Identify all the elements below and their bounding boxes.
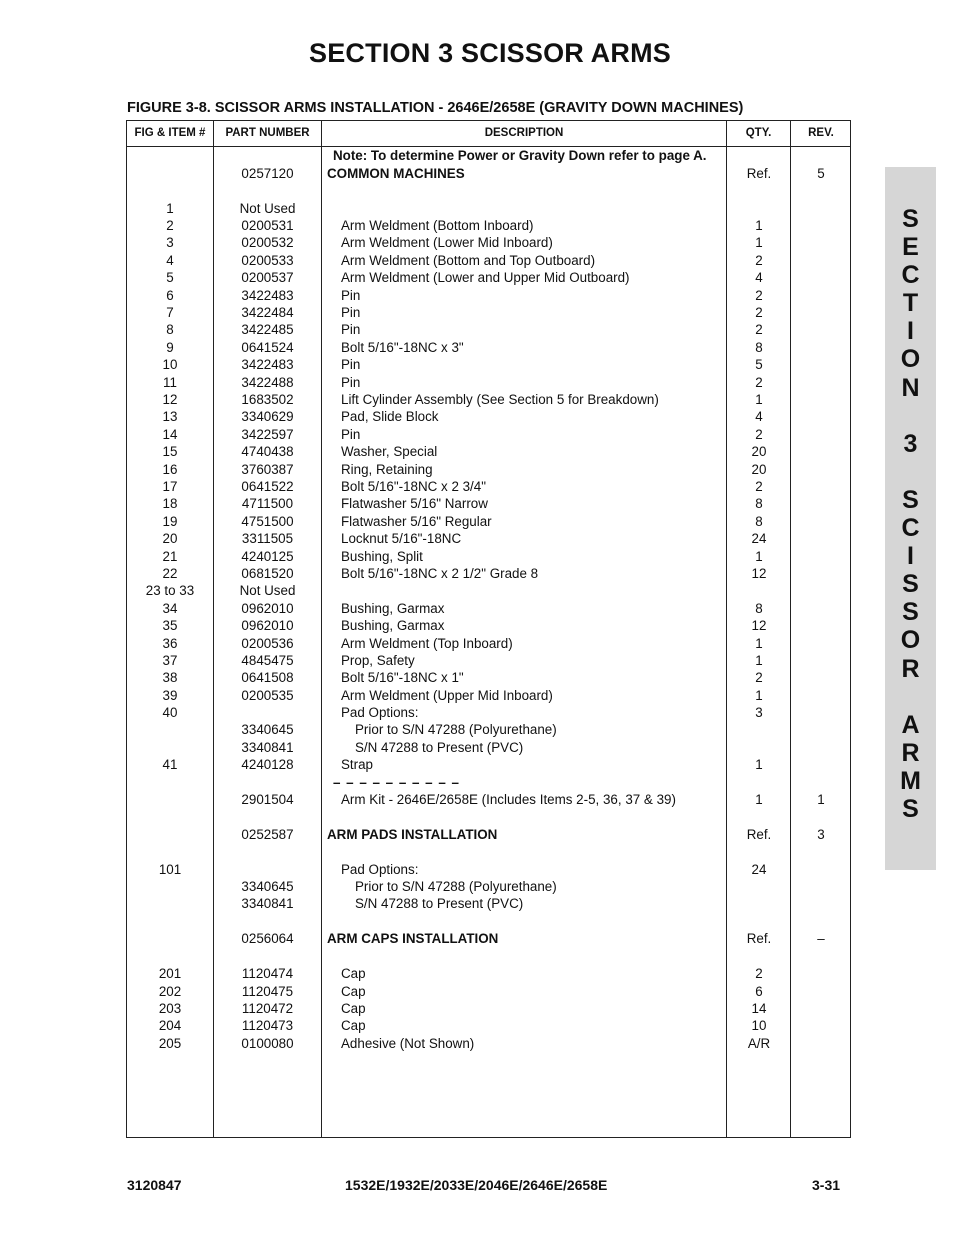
part-number-cell: 3340841 [241,740,294,755]
quantity-cell: 4 [755,409,763,424]
side-tab-letter: S [902,794,919,823]
side-tab-letter: O [900,345,921,374]
revision-cell: 5 [817,166,825,181]
item-number-cell: 13 [162,409,178,424]
table-row [127,721,850,738]
description-cell: Adhesive (Not Shown) [341,1036,475,1051]
quantity-cell: 1 [755,636,763,651]
table-row [127,878,850,895]
quantity-cell: 12 [751,566,767,581]
description-cell: Pad, Slide Block [341,409,439,424]
table-row [127,1000,850,1017]
description-cell: ARM CAPS INSTALLATION [327,931,499,946]
side-tab-letter: O [900,626,921,655]
table-row [127,252,850,269]
table-row [127,374,850,391]
quantity-cell: 5 [755,357,763,372]
part-number-cell: 0962010 [241,618,294,633]
table-row [127,582,850,599]
description-cell: Prior to S/N 47288 (Polyurethane) [355,722,557,737]
table-row [127,217,850,234]
table-row [127,617,850,634]
description-cell: ARM PADS INSTALLATION [327,827,498,842]
side-tab-letter: C [901,261,920,290]
item-number-cell: 36 [162,636,178,651]
part-number-cell: 0252587 [241,827,294,842]
description-cell: Bushing, Split [341,549,423,564]
item-number-cell: 202 [158,984,182,999]
quantity-cell: 1 [755,392,763,407]
quantity-cell: 1 [755,792,763,807]
item-number-cell: 38 [162,670,178,685]
description-cell: Flatwasher 5/16" Narrow [341,496,488,511]
part-number-cell: 1120473 [241,1018,294,1033]
part-number-cell: 4845475 [241,653,294,668]
item-number-cell: 201 [158,966,182,981]
part-number-cell: 3340645 [241,722,294,737]
side-tab-letter [885,458,936,486]
item-number-cell: 21 [162,549,178,564]
table-row [127,356,850,373]
table-row [127,147,850,164]
item-number-cell: 37 [162,653,178,668]
part-number-cell: 3422597 [241,427,294,442]
description-cell: Cap [341,984,366,999]
item-number-cell: 5 [166,270,174,285]
table-row [127,287,850,304]
item-number-cell: 35 [162,618,178,633]
part-number-cell: 0200532 [241,235,294,250]
table-row [127,652,850,669]
quantity-cell: 12 [751,618,767,633]
description-cell: Arm Weldment (Top Inboard) [341,636,513,651]
description-cell: Cap [341,1001,366,1016]
side-tab-letter [885,402,936,430]
table-row [127,826,850,843]
item-number-cell: 205 [158,1036,182,1051]
item-number-cell: 11 [163,375,177,390]
quantity-cell: 6 [755,984,763,999]
description-cell: Pin [341,357,361,372]
item-number-cell: 40 [162,705,178,720]
part-number-cell: 4740438 [241,444,294,459]
table-row [127,1035,850,1052]
quantity-cell: 24 [751,531,767,546]
part-number-cell: 4240128 [241,757,294,772]
table-row [127,565,850,582]
description-cell: Cap [341,966,366,981]
table-row [127,704,850,721]
table-row [127,635,850,652]
footer-models: 1532E/1932E/2033E/2046E/2646E/2658E [345,1177,608,1193]
part-number-cell: 0200536 [241,636,294,651]
figure-title: FIGURE 3-8. SCISSOR ARMS INSTALLATION - 2646E/2658E (GRAVITY DOWN MACHINES) [127,100,744,116]
item-number-cell: 10 [162,357,178,372]
quantity-cell: 1 [755,235,763,250]
description-cell: Arm Kit - 2646E/2658E (Includes Items 2-5, 36, 37 & 39) [341,792,676,807]
part-number-cell: 3422483 [241,357,294,372]
part-number-cell: 3422484 [241,305,294,320]
item-number-cell: 20 [162,531,178,546]
side-tab-letter: I [907,542,914,571]
side-tab-letter: R [901,654,920,683]
part-number-cell: 3422485 [241,322,294,337]
table-row [127,983,850,1000]
item-number-cell: 3 [166,235,174,250]
header-rev: REV. [808,127,834,139]
quantity-cell: 1 [755,757,763,772]
description-cell: – – – – – – – – – – [333,775,460,790]
side-tab-letter: M [900,766,921,795]
part-number-cell: 3422483 [241,288,294,303]
side-tab-letter [885,683,936,711]
table-row [127,965,850,982]
description-cell: Pin [341,375,361,390]
side-tab-letter: I [907,317,914,346]
quantity-cell: 2 [755,427,763,442]
side-tab-letter: N [901,373,920,402]
side-tab-letter: E [902,233,919,262]
quantity-cell: 2 [755,966,763,981]
side-tab-letter: S [902,205,919,233]
description-cell: Bolt 5/16"-18NC x 1" [341,670,464,685]
table-row [127,461,850,478]
table-row [127,791,850,808]
description-cell: Flatwasher 5/16" Regular [341,514,492,529]
item-number-cell: 4 [166,253,174,268]
part-number-cell: 1120475 [241,984,294,999]
item-number-cell: 204 [158,1018,182,1033]
item-number-cell: 23 to 33 [145,583,195,598]
table-row [127,269,850,286]
quantity-cell: 20 [751,462,767,477]
part-number-cell: 0200535 [241,688,294,703]
table-row [127,443,850,460]
part-number-cell: 0641524 [241,340,294,355]
table-row [127,861,850,878]
table-row [127,321,850,338]
part-number-cell: 1120474 [241,966,294,981]
side-tab-letter: S [902,485,919,514]
table-row [127,165,850,182]
quantity-cell: 8 [755,340,763,355]
quantity-cell: Ref. [746,827,772,842]
section-title: SECTION 3 SCISSOR ARMS [309,38,671,68]
description-cell: Arm Weldment (Lower Mid Inboard) [341,235,553,250]
description-cell: Arm Weldment (Bottom and Top Outboard) [341,253,596,268]
part-number-cell: 3340841 [241,896,294,911]
header-part-number: PART NUMBER [225,127,310,139]
part-number-cell: 0962010 [241,601,294,616]
part-number-cell: 0641508 [241,670,294,685]
revision-cell: 1 [817,792,825,807]
description-cell: Washer, Special [341,444,438,459]
part-number-cell: 3311505 [241,531,294,546]
quantity-cell: Ref. [746,166,772,181]
quantity-cell: 2 [755,670,763,685]
quantity-cell: Ref. [746,931,772,946]
item-number-cell: 19 [162,514,178,529]
side-tab-letter: S [902,598,919,627]
part-number-cell: Not Used [239,201,296,216]
item-number-cell: 101 [158,862,182,877]
description-cell: Bolt 5/16"-18NC x 2 1/2" Grade 8 [341,566,539,581]
quantity-cell: 24 [751,862,767,877]
table-row [127,234,850,251]
description-cell: Locknut 5/16"-18NC [341,531,462,546]
part-number-cell: 0200533 [241,253,294,268]
part-number-cell: 4711500 [241,496,294,511]
side-tab-letters [885,205,936,823]
description-cell: Bushing, Garmax [341,601,445,616]
item-number-cell: 8 [166,322,174,337]
side-tab-letter: 3 [903,429,918,458]
table-row [127,895,850,912]
footer-page-number: 3-31 [812,1177,841,1193]
quantity-cell: 14 [751,1001,767,1016]
quantity-cell: 8 [755,601,763,616]
description-cell: Pin [341,427,361,442]
side-tab-letter: A [901,710,920,739]
item-number-cell: 22 [162,566,178,581]
description-cell: Bolt 5/16"-18NC x 3" [341,340,464,355]
description-cell: Pin [341,305,361,320]
table-row [127,739,850,756]
table-row [127,548,850,565]
part-number-cell: 4240125 [241,549,294,564]
quantity-cell: 2 [755,288,763,303]
parts-table [126,120,851,1138]
item-number-cell: 7 [166,305,174,320]
description-cell: Lift Cylinder Assembly (See Section 5 for Breakdown) [341,392,659,407]
side-tab-letter: S [902,570,919,599]
description-cell: Prop, Safety [341,653,415,668]
item-number-cell: 1 [166,201,174,216]
table-row [127,408,850,425]
part-number-cell: 3760387 [241,462,294,477]
item-number-cell: 203 [158,1001,182,1016]
header-fig-item: FIG & ITEM # [134,127,206,139]
part-number-cell: 0681520 [241,566,294,581]
description-cell: Bushing, Garmax [341,618,445,633]
part-number-cell: 0200531 [241,218,294,233]
table-row [127,391,850,408]
footer-doc-number: 3120847 [127,1177,182,1193]
item-number-cell: 34 [162,601,178,616]
table-row [127,687,850,704]
item-number-cell: 12 [162,392,178,407]
table-row [127,930,850,947]
description-cell: Arm Weldment (Upper Mid Inboard) [341,688,553,703]
part-number-cell: 0257120 [241,166,294,181]
quantity-cell: 2 [755,479,763,494]
part-number-cell: 3340645 [241,879,294,894]
table-row [127,304,850,321]
part-number-cell: 1120472 [241,1001,294,1016]
item-number-cell: 15 [162,444,178,459]
description-cell: Cap [341,1018,366,1033]
description-cell: S/N 47288 to Present (PVC) [355,740,524,755]
table-row [127,513,850,530]
side-tab-letter: C [901,514,920,543]
description-cell: Pad Options: [341,862,419,877]
table-row [127,495,850,512]
part-number-cell: 0256064 [241,931,294,946]
description-cell: Pin [341,322,361,337]
table-row [127,478,850,495]
item-number-cell: 17 [162,479,178,494]
description-cell: COMMON MACHINES [327,166,465,181]
quantity-cell: 2 [755,253,763,268]
description-cell: S/N 47288 to Present (PVC) [355,896,524,911]
quantity-cell: 3 [755,705,763,720]
quantity-cell: 1 [755,218,763,233]
revision-cell: 3 [817,827,825,842]
part-number-cell: 0641522 [241,479,294,494]
table-row [127,1017,850,1034]
header-qty: QTY. [745,127,772,139]
quantity-cell: 1 [755,549,763,564]
part-number-cell: Not Used [239,583,296,598]
quantity-cell: A/R [747,1036,771,1051]
item-number-cell: 41 [162,757,178,772]
revision-cell: – [817,931,825,946]
side-tab-letter: T [902,289,919,318]
quantity-cell: 2 [755,322,763,337]
table-row [127,600,850,617]
part-number-cell: 2901504 [241,792,294,807]
description-cell: Prior to S/N 47288 (Polyurethane) [355,879,557,894]
table-row [127,426,850,443]
quantity-cell: 1 [755,688,763,703]
part-number-cell: 3422488 [241,375,294,390]
part-number-cell: 0100080 [241,1036,294,1051]
table-row [127,756,850,773]
description-cell: Arm Weldment (Bottom Inboard) [341,218,534,233]
quantity-cell: 1 [755,653,763,668]
description-cell: Pad Options: [341,705,419,720]
part-number-cell: 1683502 [241,392,294,407]
part-number-cell: 0200537 [241,270,294,285]
quantity-cell: 8 [755,496,763,511]
section-side-tab [885,167,936,870]
description-cell: Pin [341,288,361,303]
table-row [127,339,850,356]
header-description: DESCRIPTION [484,127,564,139]
table-row [127,669,850,686]
table-row [127,530,850,547]
item-number-cell: 16 [162,462,178,477]
part-number-cell: 4751500 [241,514,294,529]
description-cell: Bolt 5/16"-18NC x 2 3/4" [341,479,486,494]
quantity-cell: 4 [755,270,763,285]
quantity-cell: 8 [755,514,763,529]
table-row [127,200,850,217]
part-number-cell: 3340629 [241,409,294,424]
quantity-cell: 2 [755,375,763,390]
description-cell: Note: To determine Power or Gravity Down refer to page A. [333,148,707,163]
item-number-cell: 9 [166,340,174,355]
description-cell: Strap [341,757,374,772]
item-number-cell: 18 [162,496,178,511]
item-number-cell: 14 [162,427,178,442]
item-number-cell: 39 [162,688,178,703]
item-number-cell: 2 [166,218,174,233]
quantity-cell: 10 [751,1018,767,1033]
side-tab-letter: R [901,738,920,767]
quantity-cell: 2 [755,305,763,320]
table-row [127,774,850,791]
quantity-cell: 20 [751,444,767,459]
description-cell: Ring, Retaining [341,462,433,477]
item-number-cell: 6 [166,288,174,303]
description-cell: Arm Weldment (Lower and Upper Mid Outboard) [341,270,630,285]
